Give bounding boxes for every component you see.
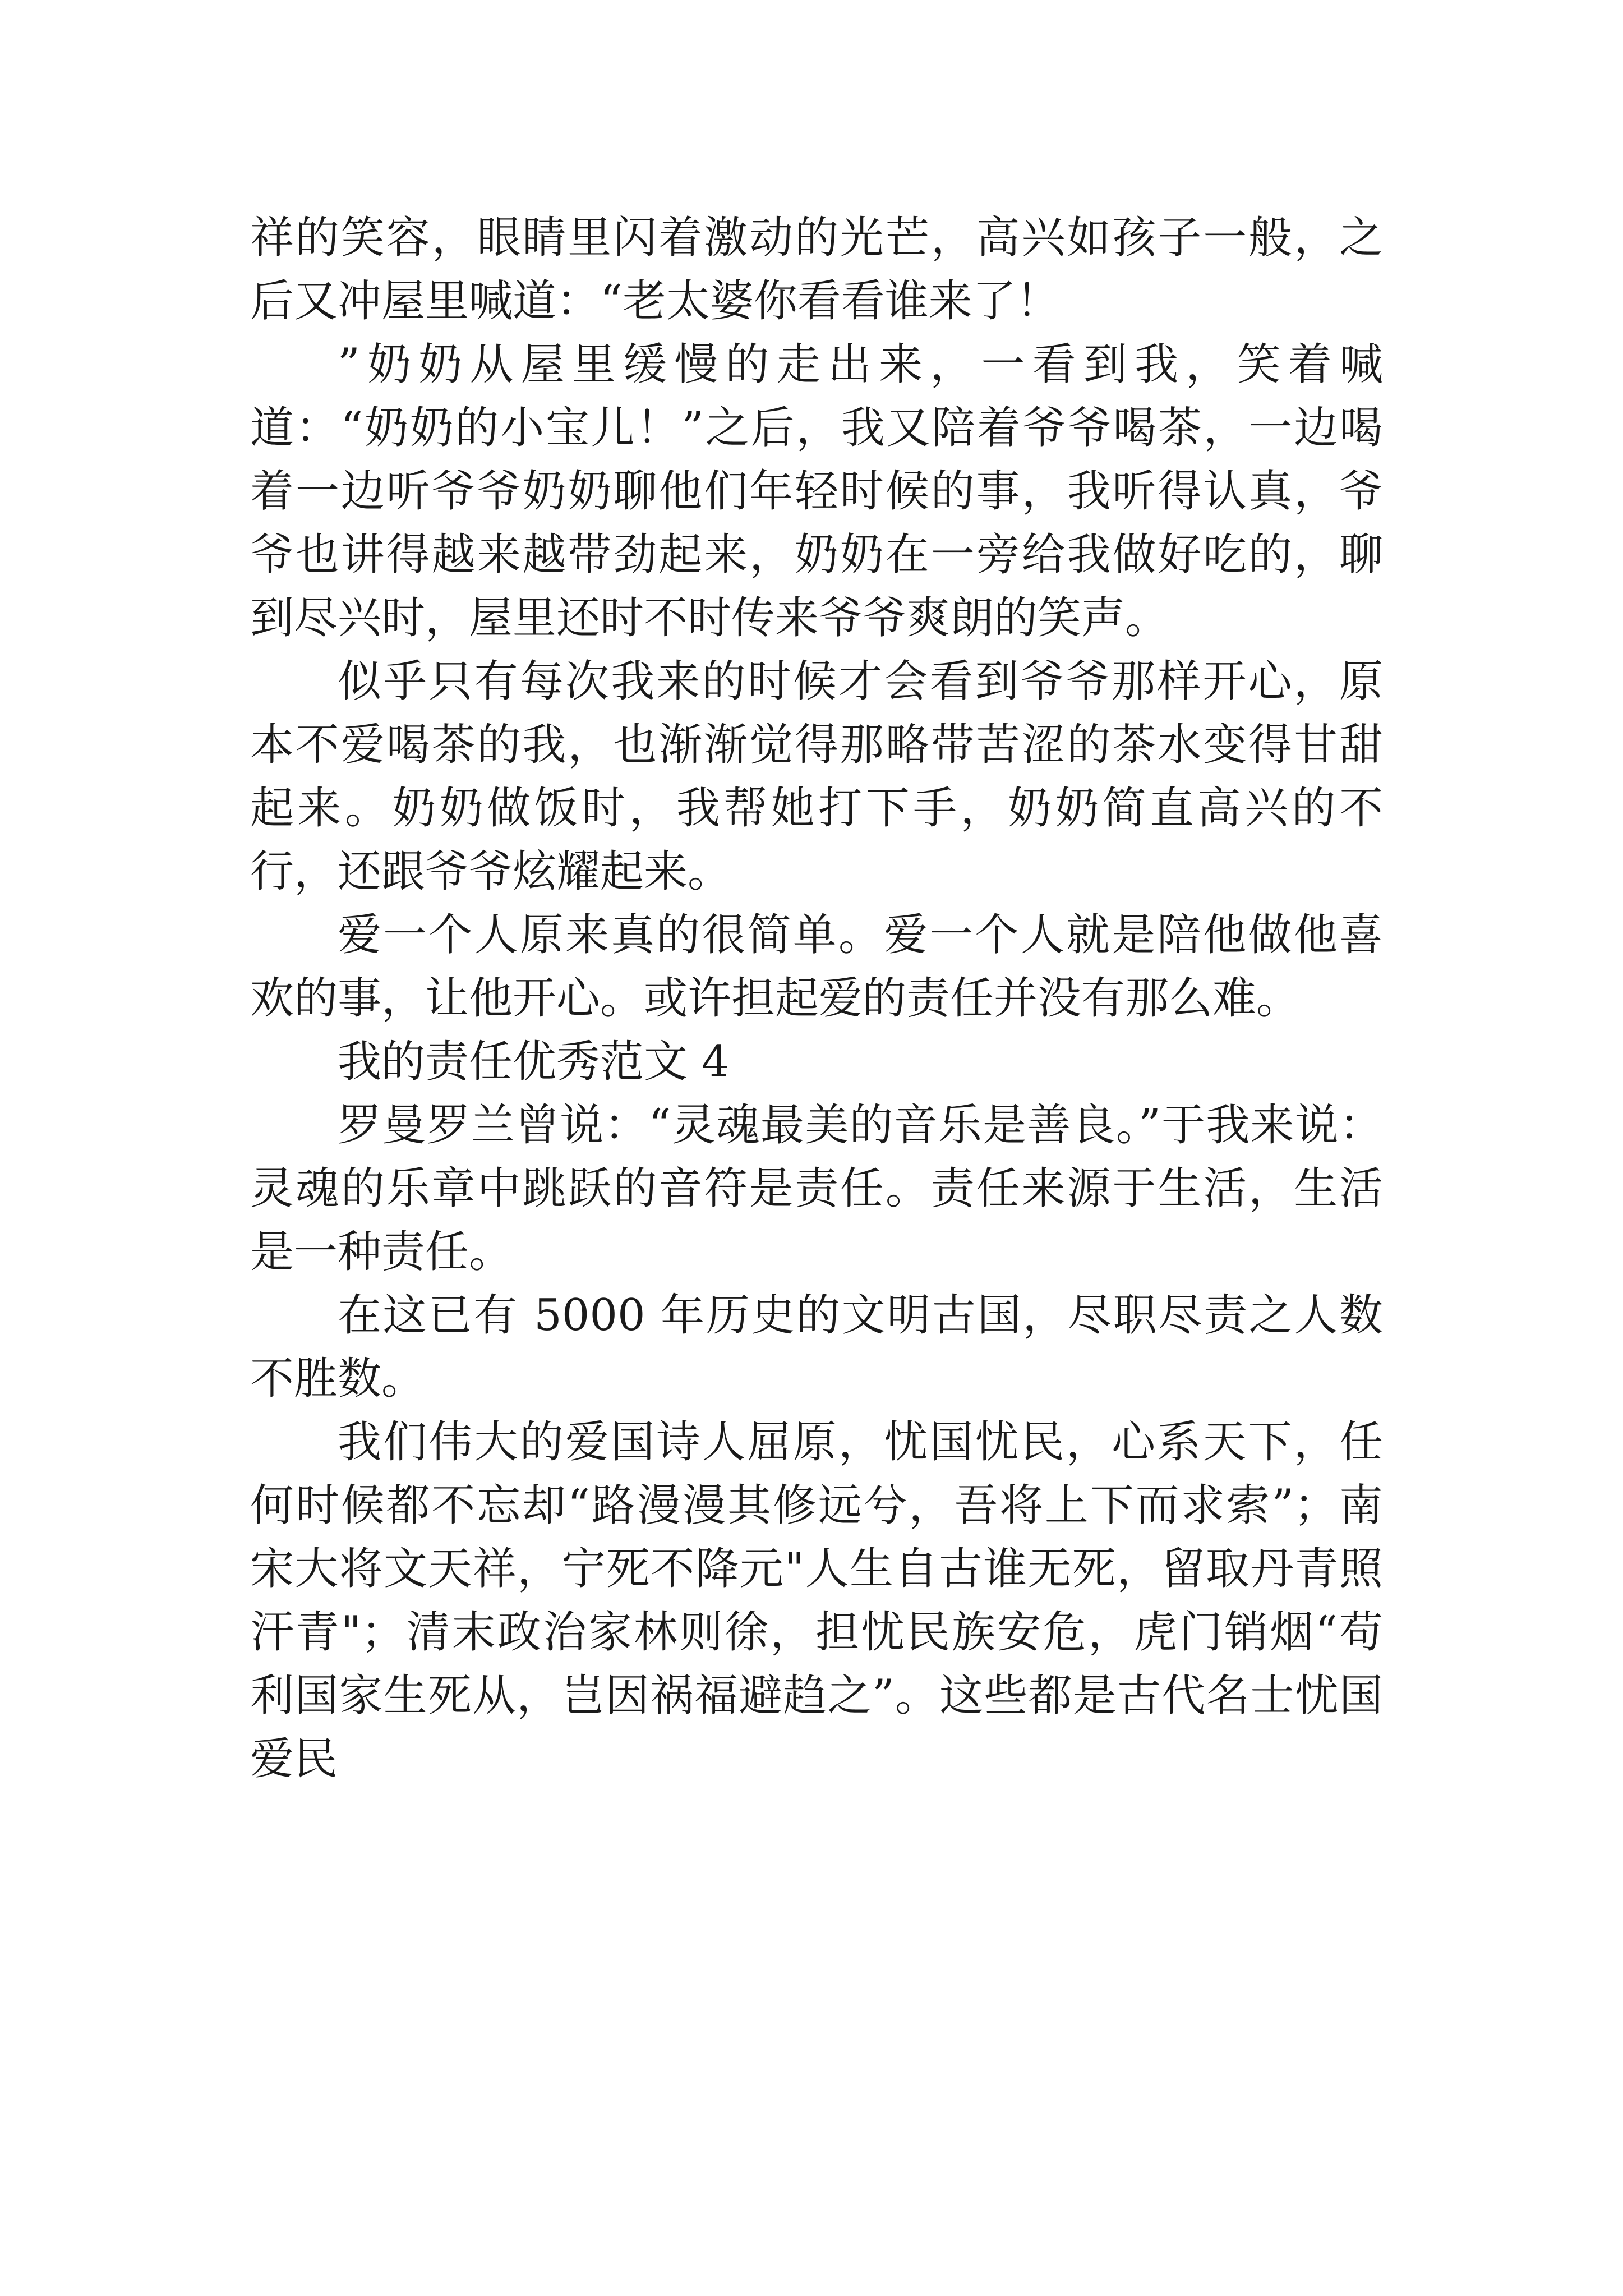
paragraph-3: 似乎只有每次我来的时候才会看到爷爷那样开心，原本不爱喝茶的我，也渐渐觉得那略带苦涩的茶水变得甘甜起来。奶奶做饭时，我帮她打下手，奶奶简直高兴的不行，还跟爷爷炫耀起来。: [250, 656, 1383, 897]
paragraph-7: 我们伟大的爱国诗人屈原，忧国忧民，心系天下，任何时候都不忘却“路漫漫其修远兮，吾将上下而求索”；南宋大将文天祥，宁死不降元"人生自古谁无死，留取丹青照汗青"；清末政治家林则徐，担忧民族安危，虎门销烟“苟利国家生死从，岂因祸福避趋之”。这些都是古代名士忧国爱民: [250, 1417, 1383, 1784]
paragraph-6: 在这已有 5000 年历史的文明古国，尽职尽责之人数不胜数。: [250, 1290, 1383, 1404]
paragraph-5: 罗曼罗兰曾说：“灵魂最美的音乐是善良。”于我来说：灵魂的乐章中跳跃的音符是责任。责任来源于生活，生活是一种责任。: [250, 1100, 1383, 1277]
paragraph-1: 祥的笑容，眼睛里闪着激动的光芒，高兴如孩子一般，之后又冲屋里喊道：“老太婆你看看谁来了！: [250, 213, 1383, 326]
paragraph-2: ”奶奶从屋里缓慢的走出来，一看到我，笑着喊道：“奶奶的小宝儿！”之后，我又陪着爷爷喝茶，一边喝着一边听爷爷奶奶聊他们年轻时候的事，我听得认真，爷爷也讲得越来越带劲起来，奶奶在一旁给我做好吃的，聊到尽兴时，屋里还时不时传来爷爷爽朗的笑声。: [250, 339, 1383, 643]
paragraph-4: 爱一个人原来真的很简单。爱一个人就是陪他做他喜欢的事，让他开心。或许担起爱的责任并没有那么难。: [250, 910, 1383, 1024]
document-body: [250, 206, 1383, 1791]
section-heading: 我的责任优秀范文 4: [338, 1037, 730, 1087]
